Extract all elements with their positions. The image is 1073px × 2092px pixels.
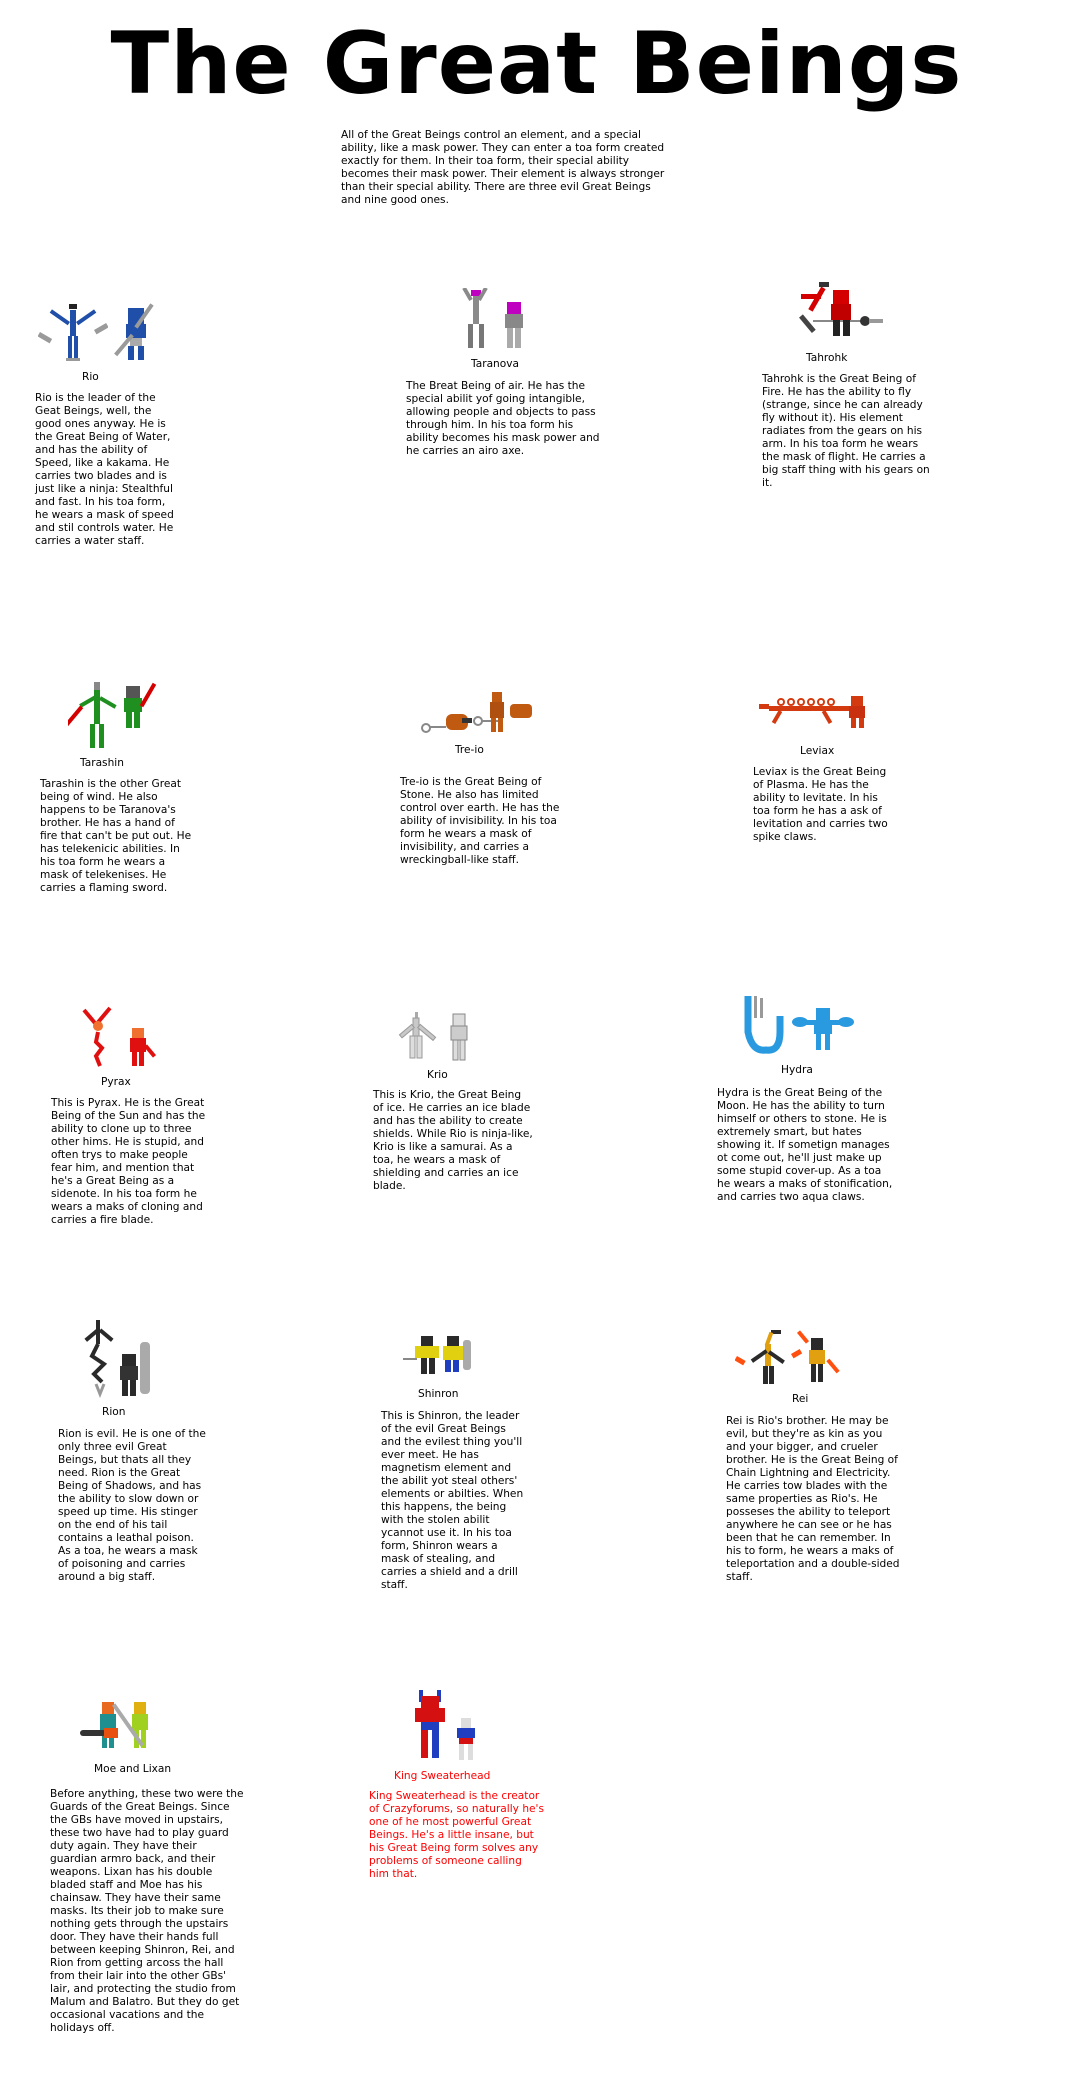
being-description: Before anything, these two were the Guards of the Great Beings. Since the GBs have moved in upstairs, these two have had to play guard duty again. They have their guardian armro back, and their weapons. Lixan has his double bladed staff and Moe has his chainsaw. They have their same masks. Its their job to make sure nothing gets through the upstairs door. They have their hands full between keeping Shinron, Rei, and Rion from getting arcoss the hall from their lair into the other GBs' lair, and protecting the studio from Malum and Balatro. But they do get occasional vacations and the holidays off. bbox=[50, 1788, 244, 2034]
tre-io-sprite-icon bbox=[420, 690, 540, 734]
hydra-sprite-icon bbox=[740, 992, 860, 1058]
being-name: King Sweaterhead bbox=[394, 1770, 491, 1782]
being-description: This is Shinron, the leader of the evil Great Beings and the evilest thing you'll ever meet. He has magnetism element and the abilit yot steal others' elements or abilties. When this happens, the being with the stolen abilit ycannot use it. In his toa form, Shinron wears a mask of stealing, and carries a shield and a drill staff. bbox=[381, 1410, 524, 1591]
tahrohk-sprite-icon bbox=[795, 280, 885, 338]
intro-paragraph: All of the Great Beings control an element, and a special ability, like a mask power. They can enter a toa form created exactly for them. In their toa form, their special ability becomes their mask power. Their element is always stronger than their special ability. There are three evil Great Beings and nine good ones. bbox=[341, 129, 665, 206]
rion-sprite-icon bbox=[78, 1320, 158, 1400]
being-name: Tre-io bbox=[455, 744, 484, 756]
being-description: Hydra is the Great Being of the Moon. He has the ability to turn himself or others to stone. He is extremely smart, but hates showing it. If sometign manages ot come out, he'll just make up some stupid cover-up. As a toa he wears a maks of stonification, and carries two aqua claws. bbox=[717, 1087, 893, 1203]
rio-sprite-icon bbox=[38, 302, 158, 362]
rei-sprite-icon bbox=[735, 1328, 845, 1386]
page-title: The Great Beings bbox=[110, 14, 963, 114]
being-description: Tahrohk is the Great Being of Fire. He has the ability to fly (strange, since he can already fly without it). His element radiates from the gears on his arm. In his toa form he wears the mask of flight. He carries a big staff thing with his gears on it. bbox=[762, 373, 930, 489]
moe-and-lixan-sprite-icon bbox=[78, 1700, 168, 1754]
being-name: Tahrohk bbox=[806, 352, 848, 364]
krio-sprite-icon bbox=[393, 1010, 483, 1066]
being-name: Shinron bbox=[418, 1388, 459, 1400]
shinron-sprite-icon bbox=[403, 1336, 473, 1378]
tarashin-sprite-icon bbox=[68, 678, 158, 750]
being-name: Tarashin bbox=[80, 757, 124, 769]
being-description: Leviax is the Great Being of Plasma. He has the ability to levitate. In his toa form he has a ask of levitation and carries two spike claws. bbox=[753, 766, 888, 843]
being-description: Tarashin is the other Great being of wind. He also happens to be Taranova's brother. He has a hand of fire that can't be put out. He has telekenicic abilities. In his toa form he wears a mask of telekenises. He carries a flaming sword. bbox=[40, 778, 192, 894]
being-name: Pyrax bbox=[101, 1076, 131, 1088]
being-name: Rio bbox=[82, 371, 99, 383]
pyrax-sprite-icon bbox=[80, 1006, 160, 1068]
being-name: Krio bbox=[427, 1069, 448, 1081]
king-sweaterhead-sprite-icon bbox=[405, 1690, 485, 1762]
being-name: Taranova bbox=[471, 358, 520, 370]
being-description: This is Krio, the Great Being of ice. He carries an ice blade and has the ability to create shields. While Rio is ninja-like, Krio is like a samurai. As a toa, he wears a mask of shielding and carries an ice blade. bbox=[373, 1089, 533, 1192]
being-name: Hydra bbox=[781, 1064, 813, 1076]
being-description: Rion is evil. He is one of the only three evil Great Beings, but thats all they need. Rion is the Great Being of Shadows, and has the ability to slow down or speed up time. His stinger on the end of his tail contains a leathal poison. As a toa, he wears a mask of poisoning and carries around a big staff. bbox=[58, 1428, 206, 1583]
being-description: The Breat Being of air. He has the special abilit yof going intangible, allowing people and objects to pass through him. In his toa form his ability becomes his mask power and he carries an airo axe. bbox=[406, 380, 600, 457]
leviax-sprite-icon bbox=[755, 694, 875, 730]
being-description: Rio is the leader of the Geat Beings, well, the good ones anyway. He is the Great Being of Water, and has the ability of Speed, like a kakama. He carries two blades and is just like a ninja: Stealthful and fast. In his toa form, he wears a mask of speed and stil controls water. He carries a water staff. bbox=[35, 392, 174, 547]
being-description: This is Pyrax. He is the Great Being of the Sun and has the ability to clone up to three other hims. He is stupid, and often trys to make people fear him, and mention that he's a Great Being as a sidenote. In his toa form he wears a maks of cloning and carries a fire blade. bbox=[51, 1097, 206, 1226]
taranova-sprite-icon bbox=[455, 288, 527, 350]
being-name: Leviax bbox=[800, 745, 835, 757]
being-description: King Sweaterhead is the creator of Crazyforums, so naturally he's one of he most powerful Great Beings. He's a little insane, but his Great Being form solves any problems of someone calling him that. bbox=[369, 1790, 544, 1880]
being-name: Moe and Lixan bbox=[94, 1763, 172, 1775]
being-name: Rion bbox=[102, 1406, 126, 1418]
being-description: Tre-io is the Great Being of Stone. He also has limited control over earth. He has the ability of invisibility. In his toa form he wears a mask of invisibility, and carries a wreckingball-like staff. bbox=[400, 776, 560, 866]
being-name: Rei bbox=[792, 1393, 809, 1405]
being-description: Rei is Rio's brother. He may be evil, but they're as kin as you and your bigger, and crueler brother. He is the Great Being of Chain Lightning and Electricity. He carries tow blades with the same properties as Rio's. He posseses the ability to teleport anywhere he can see or he has been that he can remember. In his to form, he wears a maks of teleportation and a double-sided staff. bbox=[726, 1415, 900, 1583]
